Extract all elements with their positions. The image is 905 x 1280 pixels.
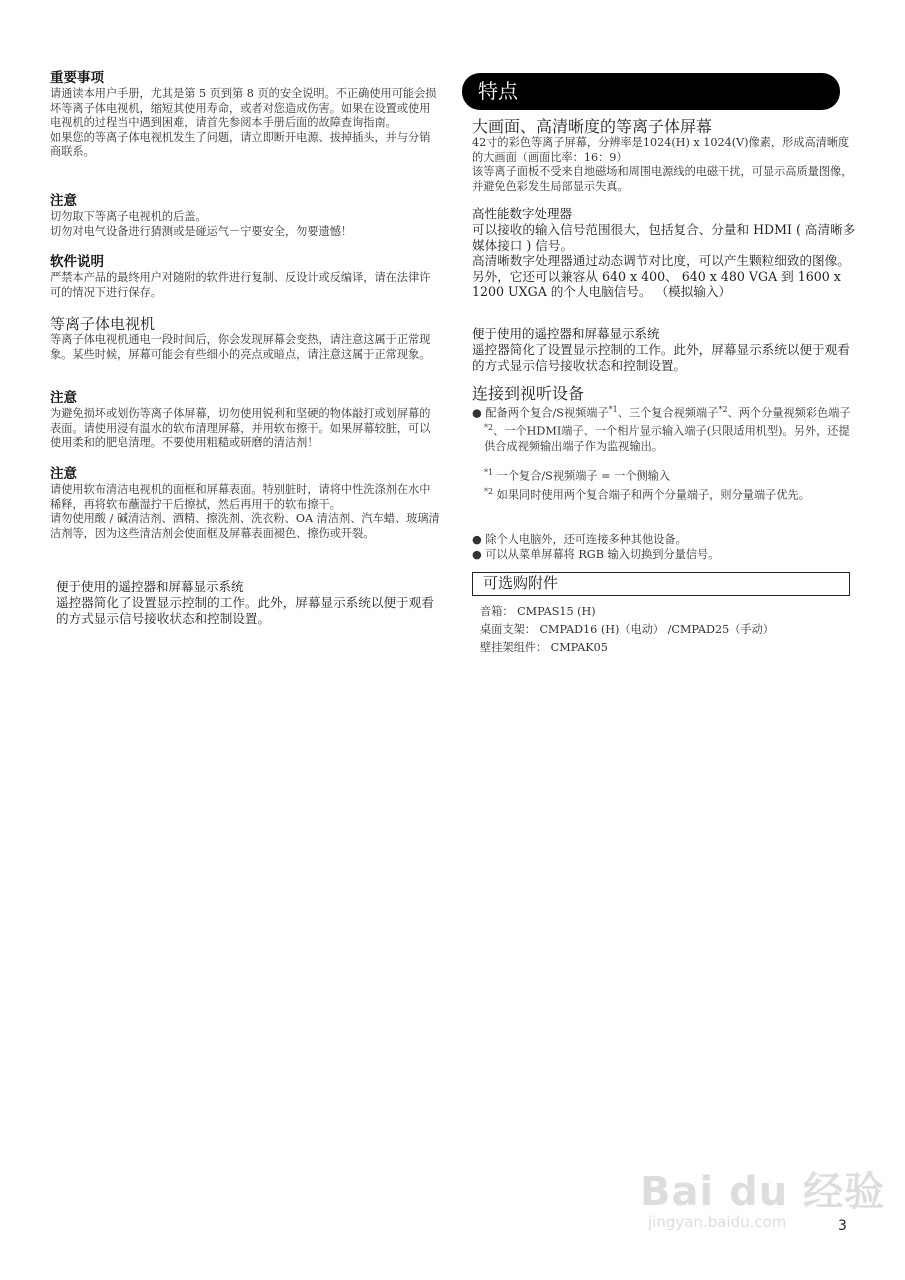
paragraph: 切勿取下等离子电视机的后盖。 [50, 210, 207, 223]
paragraph: 该等离子面板不受来自地磁场和周围电源线的电磁干扰，可显示高质量图像，并避免色彩发生局部显示失真。 [472, 165, 853, 193]
section-caution-2 [50, 390, 440, 451]
accessories-heading: 可选购附件 [472, 572, 850, 596]
paragraph: 42寸的彩色等离子屏幕，分辨率是1024(H) x 1024(V)像素，形成高清晰度的大画面（画面比率：16：9） [472, 136, 850, 164]
accessories-list [480, 603, 850, 657]
paragraph: 遥控器简化了设置显示控制的工作。此外，屏幕显示系统以便于观看的方式显示信号接收状态和控制设置。 [472, 342, 850, 373]
list-item: 桌面支架： CMPAD16 (H)（电动） /CMPAD25（手动） [480, 623, 774, 636]
paragraph: 切勿对电气设备进行猜测或是碰运气－宁要安全，勿要遗憾！ [50, 224, 353, 238]
heading: 高性能数字处理器 [472, 206, 573, 221]
section-large-screen [472, 118, 857, 194]
bullet-item: ● 除个人电脑外，还可连接多种其他设备。 [472, 532, 687, 546]
footnote: $^{*2}$ 如果同时使用两个复合端子和两个分量端子，则分量端子优先。 [484, 486, 810, 502]
paragraph: 可以接收的输入信号范围很大，包括复合、分量和 HDMI ( 高清晰多媒体接口 ) 信号。 [472, 222, 856, 253]
heading: 大画面、高清晰度的等离子体屏幕 [472, 117, 713, 136]
features-banner: 特点 [462, 73, 840, 110]
section-processor [472, 205, 857, 300]
heading: 注意 [50, 193, 77, 209]
heading: 连接到视听设备 [472, 384, 585, 403]
list-item: 壁挂架组件： CMPAK05 [480, 641, 608, 654]
baidu-watermark-logo: Bai du 经验 jingyan.baidu.com [640, 1169, 886, 1231]
section-caution-3 [50, 466, 440, 541]
list-item: 音箱： CMPAS15 (H) [480, 605, 596, 618]
paragraph: 等离子体电视机通电一段时间后，你会发现屏幕会变热，请注意这属于正常现象。某些时候，屏幕可能会有些细小的亮点或暗点，请注意这属于正常现象。 [50, 333, 431, 361]
paragraph: 请通读本用户手册，尤其是第 5 页到第 8 页的安全说明。不正确使用可能会损坏等离子体电视机，缩短其使用寿命，或者对您造成伤害。如果在设置或使用电视机的过程当中遇到困难，请首先参阅本手册后面的故障查询指南。 [50, 87, 437, 130]
footnote: $^{*1}$ 一个复合/S视频端子 = 一个侧输入 [484, 468, 671, 483]
paragraph: 如果您的等离子体电视机发生了问题，请立即断开电源、拔掉插头，并与分销商联系。 [50, 130, 431, 159]
section-plasma-tv [50, 315, 440, 362]
paragraph: 另外，它还可以兼容从 640 x 400、 640 x 480 VGA 到 1600 x 1200 UXGA 的个人电脑信号。 （模拟输入） [472, 268, 841, 299]
heading: 等离子体电视机 [50, 315, 156, 333]
bullet-item: ● 配备两个复合/S视频端子$^{*1}$、三个复合视频端子$^{*2}$、两个分量视频彩色端子$^{*2}$、一个HDMI端子、一个相片显示输入端子(只限适用机型)。另外，还提供合成视频输出端子作为监视输出。 [472, 405, 851, 453]
heading: 软件说明 [50, 254, 104, 270]
heading: 注意 [50, 466, 77, 482]
paragraph: 高清晰数字处理器通过动态调节对比度，可以产生颗粒细致的图像。 [472, 253, 850, 268]
paragraph: 遥控器简化了设置显示控制的工作。此外，屏幕显示系统以便于观看的方式显示信号接收状态和控制设置。 [56, 595, 434, 626]
bullet-item: ● 可以从菜单屏幕将 RGB 输入切换到分量信号。 [472, 547, 720, 561]
section-remote [56, 578, 441, 626]
heading: 便于使用的遥控器和屏幕显示系统 [472, 326, 660, 341]
section-remote-right [472, 325, 857, 373]
section-av-connect [472, 385, 857, 562]
page-number: 3 [838, 1218, 847, 1234]
paragraph: 请使用软布清洁电视机的面框和屏幕表面。特别脏时，请将中性洗涤剂在水中稀释，再将软布蘸湿拧干后擦拭，然后再用干的软布擦干。 [50, 483, 431, 511]
section-software [50, 254, 440, 300]
paragraph: 为避免损坏或划伤等离子体屏幕，切勿使用锐利和坚硬的物体敲打或划屏幕的表面。请使用浸有温水的软布清理屏幕，并用软布擦干。如果屏幕较脏，可以使用柔和的肥皂清理。不要使用粗糙或研磨的清洁剂！ [50, 407, 431, 450]
paragraph: 严禁本产品的最终用户对随附的软件进行复制、反设计或反编译，请在法律许可的情况下进行保存。 [50, 271, 431, 299]
paragraph: 请勿使用酸 / 碱清洁剂、酒精、擦洗剂、洗衣粉、OA 清洁剂、汽车蜡、玻璃清洁剂等，因为这些清洁剂会使面框及屏幕表面褪色、擦伤或开裂。 [50, 512, 440, 540]
section-caution-1 [50, 193, 440, 239]
heading: 便于使用的遥控器和屏幕显示系统 [56, 579, 244, 594]
heading: 重要事项 [50, 70, 104, 86]
heading: 注意 [50, 390, 77, 406]
section-important [50, 70, 440, 160]
